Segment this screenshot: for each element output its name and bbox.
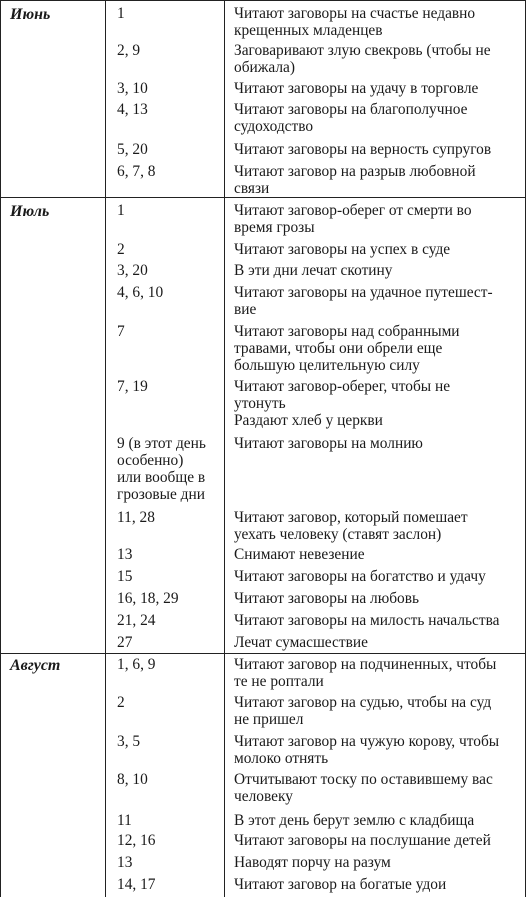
row-day-text: или вообще в xyxy=(117,469,206,486)
row-description-text: Читают заговоры над собранными xyxy=(234,323,460,340)
row-day-text: грозовые дни xyxy=(117,486,205,503)
row-day-text: 16, 18, 29 xyxy=(117,590,179,607)
row-description-text: Читают заговор на судью, чтобы на суд xyxy=(234,694,492,711)
table-border-top xyxy=(0,0,526,1)
row-description-text: Читают заговоры на молнию xyxy=(234,435,423,452)
row-day-text: 12, 16 xyxy=(117,832,156,849)
row-description-text: Читают заговоры на удачное путешест- xyxy=(234,284,493,301)
row-day-text: 1, 6, 9 xyxy=(117,656,156,673)
row-day-text: 13 xyxy=(117,546,133,563)
row-description-text: Наводят порчу на разум xyxy=(234,854,391,871)
row-day-text: 6, 7, 8 xyxy=(117,163,156,180)
row-description-text: связи xyxy=(234,180,270,197)
row-description-text: Отчитывают тоску по оставившему вас xyxy=(234,771,493,788)
row-day-text: 13 xyxy=(117,854,133,871)
row-description-text: Читают заговор на подчиненных, чтобы xyxy=(234,656,497,673)
row-description-text: судоходство xyxy=(234,118,314,135)
row-day-text: 7, 19 xyxy=(117,378,148,395)
row-description-text: В этот день берут землю с кладбища xyxy=(234,812,475,829)
row-day-text: 8, 10 xyxy=(117,771,148,788)
row-description-text: время грозы xyxy=(234,219,315,236)
month-label-july: Июль xyxy=(10,203,50,220)
row-day-text: 4, 6, 10 xyxy=(117,284,164,301)
row-day-text: 11 xyxy=(117,812,132,829)
table-border-left xyxy=(0,0,1,897)
row-description-text: те не роптали xyxy=(234,673,324,690)
row-description-text: молоко отнять xyxy=(234,750,329,767)
row-description-text: Читают заговоры на милость начальства xyxy=(234,612,500,629)
row-description-text: обижала) xyxy=(234,59,295,76)
row-description-text: утонуть xyxy=(234,395,286,412)
row-day-text: 4, 13 xyxy=(117,101,148,118)
row-description-text: Читают заговор на разрыв любовной xyxy=(234,163,476,180)
row-description-text: крещенных младенцев xyxy=(234,22,383,39)
row-description-text: Читают заговор на чужую корову, чтобы xyxy=(234,733,500,750)
row-description-text: Читают заговоры на удачу в торговле xyxy=(234,80,479,97)
row-description-text: Читают заговор-оберег от смерти во xyxy=(234,202,472,219)
row-description-text: Читают заговор на богатые удои xyxy=(234,876,447,893)
row-day-text: 5, 20 xyxy=(117,141,148,158)
row-description-text: Читают заговоры на счастье недавно xyxy=(234,5,476,22)
row-day-text: 3, 10 xyxy=(117,80,148,97)
row-description-text: Читают заговоры на любовь xyxy=(234,590,420,607)
row-day-text: 2, 9 xyxy=(117,42,141,59)
row-day-text: 3, 5 xyxy=(117,733,141,750)
row-day-text: 21, 24 xyxy=(117,612,156,629)
row-description-text: Снимают невезение xyxy=(234,546,365,563)
month-label-june: Июнь xyxy=(10,6,51,23)
row-description-text: уехать человеку (ставят заслон) xyxy=(234,526,442,543)
row-day-text: 3, 20 xyxy=(117,262,148,279)
row-description-text: Читают заговоры на верность супругов xyxy=(234,141,492,158)
row-day-text: 15 xyxy=(117,568,133,585)
row-description-text: травами, чтобы они обрели еще xyxy=(234,340,443,357)
month-divider xyxy=(0,653,526,654)
row-description-text: большую целительную силу xyxy=(234,357,420,374)
row-description-text: Раздают хлеб у церкви xyxy=(234,412,383,429)
row-day-text: 27 xyxy=(117,634,133,651)
row-day-text: 1 xyxy=(117,5,125,22)
row-description-text: Заговаривают злую свекровь (чтобы не xyxy=(234,42,491,59)
row-day-text: 14, 17 xyxy=(117,876,156,893)
row-description-text: Читают заговоры на послушание детей xyxy=(234,832,491,849)
row-day-text: 7 xyxy=(117,323,125,340)
row-day-text: 2 xyxy=(117,694,125,711)
column-divider-month xyxy=(105,0,106,897)
row-day-text: 9 (в этот день xyxy=(117,435,206,452)
row-description-text: Лечат сумасшествие xyxy=(234,634,368,651)
row-day-text: 11, 28 xyxy=(117,509,155,526)
row-description-text: Читают заговоры на богатство и удачу xyxy=(234,568,486,585)
row-description-text: не пришел xyxy=(234,711,304,728)
row-day-text: 2 xyxy=(117,241,125,258)
row-description-text: Читают заговоры на успех в суде xyxy=(234,241,451,258)
month-divider xyxy=(0,197,526,198)
month-label-august: Август xyxy=(10,657,61,674)
row-day-text: особенно) xyxy=(117,452,184,469)
column-divider-day xyxy=(224,0,225,897)
row-description-text: Читают заговор, который помешает xyxy=(234,509,468,526)
row-description-text: Читают заговоры на благополучное xyxy=(234,101,468,118)
row-description-text: Читают заговор-оберег, чтобы не xyxy=(234,378,451,395)
row-description-text: В эти дни лечат скотину xyxy=(234,262,393,279)
row-day-text: 1 xyxy=(117,202,125,219)
row-description-text: вие xyxy=(234,301,257,318)
row-description-text: человеку xyxy=(234,788,293,805)
